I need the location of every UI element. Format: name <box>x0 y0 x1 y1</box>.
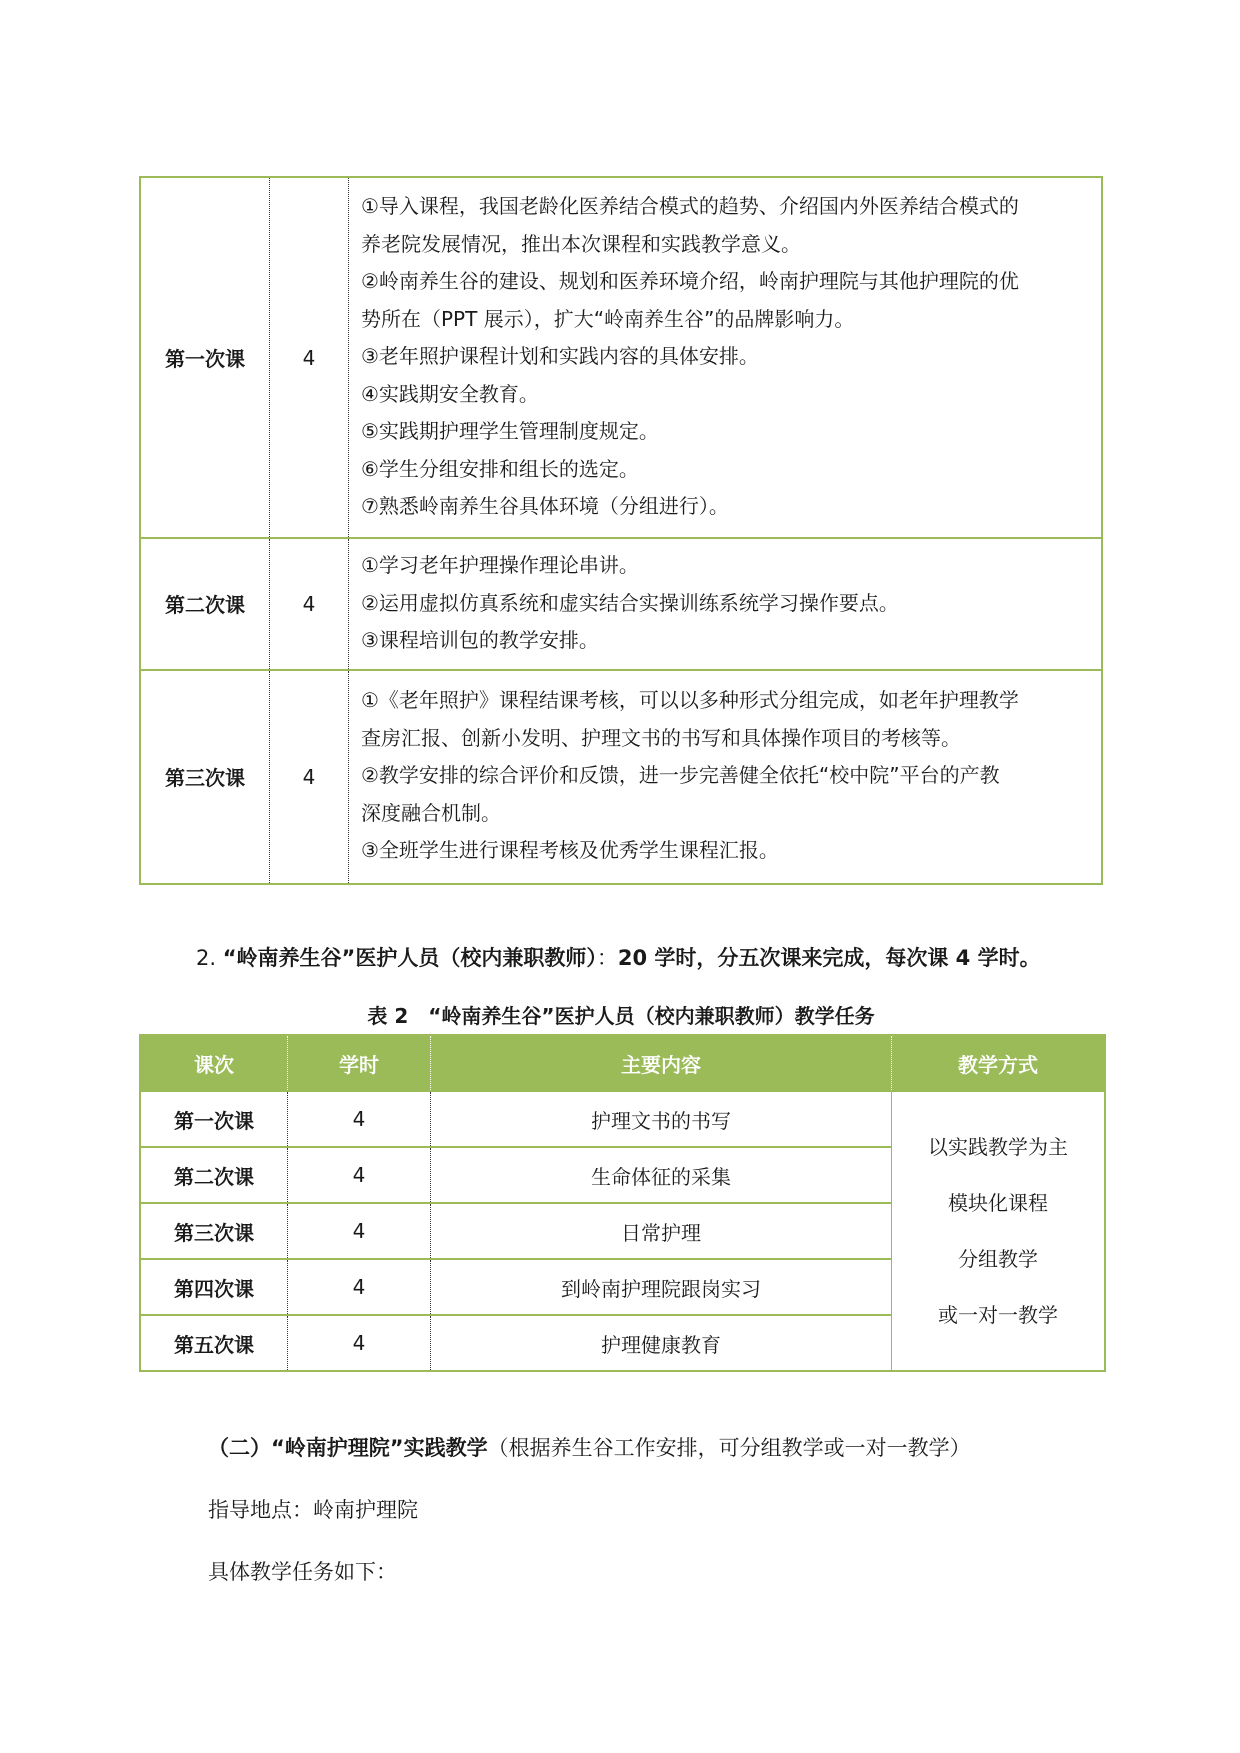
table-row <box>140 177 1102 538</box>
lesson-cell: 第五次课 <box>140 1315 288 1371</box>
teaching-method-cell <box>892 1091 1106 1371</box>
content-line: ①《老年照护》课程结课考核，可以以多种形式分组完成，如老年护理教学 <box>361 688 1019 713</box>
hours-cell: 4 <box>288 1147 431 1203</box>
hours-cell: 4 <box>288 1203 431 1259</box>
lesson-cell: 第三次课 <box>140 1203 288 1259</box>
content-cell: 护理健康教育 <box>431 1315 892 1371</box>
column-header: 课次 <box>140 1035 288 1091</box>
content-line: ①导入课程，我国老龄化医养结合模式的趋势、介绍国内外医养结合模式的 <box>361 194 1019 219</box>
method-line: 或一对一教学 <box>938 1303 1058 1327</box>
content-cell: 到岭南护理院跟岗实习 <box>431 1259 892 1315</box>
method-line: 分组教学 <box>958 1247 1038 1271</box>
content-line: ⑤实践期护理学生管理制度规定。 <box>361 419 659 444</box>
table-row <box>140 538 1102 670</box>
tasks-intro-line: 具体教学任务如下： <box>208 1560 397 1584</box>
content-cell <box>349 538 1103 670</box>
paragraph-bold-hours: 20 学时，分五次课来完成，每次课 4 学时。 <box>617 946 1041 970</box>
content-line: ④实践期安全教育。 <box>361 381 539 406</box>
table-row <box>140 670 1102 884</box>
hours-cell: 4 <box>270 538 349 670</box>
method-line: 模块化课程 <box>948 1191 1048 1215</box>
lesson-cell: 第三次课 <box>140 670 270 884</box>
method-line: 以实践教学为主 <box>928 1135 1068 1159</box>
content-cell <box>349 670 1103 884</box>
location-line: 指导地点：岭南护理院 <box>208 1498 418 1522</box>
content-line: ②教学安排的综合评价和反馈，进一步完善健全依托“校中院”平台的产教 <box>361 763 1000 788</box>
item-number: 2. <box>196 946 223 970</box>
table-row <box>140 1091 1105 1147</box>
paragraph-colon: ： <box>596 946 618 970</box>
section-paragraph <box>196 942 1041 972</box>
content-line: ③老年照护课程计划和实践内容的具体安排。 <box>361 344 759 369</box>
hours-cell: 4 <box>288 1091 431 1147</box>
content-line: ③课程培训包的教学安排。 <box>361 628 599 652</box>
content-cell <box>349 177 1103 538</box>
hours-cell: 4 <box>288 1315 431 1371</box>
table-caption: 表 2 “岭南养生谷”医护人员（校内兼职教师）教学任务 <box>367 1004 875 1028</box>
lesson-cell: 第一次课 <box>140 1091 288 1147</box>
content-line: 查房汇报、创新小发明、护理文书的书写和具体操作项目的考核等。 <box>361 725 961 750</box>
section-heading-note: （根据养生谷工作安排，可分组教学或一对一教学） <box>487 1436 971 1460</box>
content-line: ③全班学生进行课程考核及优秀学生课程汇报。 <box>361 838 779 863</box>
content-cell: 日常护理 <box>431 1203 892 1259</box>
lesson-cell: 第一次课 <box>140 177 270 538</box>
content-line: ①学习老年护理操作理论串讲。 <box>361 553 639 577</box>
column-header: 学时 <box>288 1035 431 1091</box>
paragraph-bold-title: “岭南养生谷”医护人员（校内兼职教师） <box>222 946 597 970</box>
table-header-row <box>140 1035 1105 1091</box>
section-heading-bold: （二）“岭南护理院”实践教学 <box>208 1436 488 1460</box>
lesson-plan-table-2 <box>139 1034 1106 1372</box>
content-cell: 生命体征的采集 <box>431 1147 892 1203</box>
content-line: ②岭南养生谷的建设、规划和医养环境介绍，岭南护理院与其他护理院的优 <box>361 269 1019 294</box>
column-header: 主要内容 <box>431 1035 892 1091</box>
content-line: ⑥学生分组安排和组长的选定。 <box>361 456 639 481</box>
content-line: ⑦熟悉岭南养生谷具体环境（分组进行）。 <box>361 494 729 519</box>
column-header: 教学方式 <box>892 1035 1106 1091</box>
content-line: 势所在（PPT 展示），扩大“岭南养生谷”的品牌影响力。 <box>361 306 855 331</box>
content-cell: 护理文书的书写 <box>431 1091 892 1147</box>
hours-cell: 4 <box>288 1259 431 1315</box>
content-line: 养老院发展情况，推出本次课程和实践教学意义。 <box>361 231 801 256</box>
hours-cell: 4 <box>270 670 349 884</box>
content-line: ②运用虚拟仿真系统和虚实结合实操训练系统学习操作要点。 <box>361 590 899 615</box>
lesson-cell: 第四次课 <box>140 1259 288 1315</box>
lesson-cell: 第二次课 <box>140 538 270 670</box>
hours-cell: 4 <box>270 177 349 538</box>
lesson-cell: 第二次课 <box>140 1147 288 1203</box>
content-line: 深度融合机制。 <box>361 800 501 825</box>
section-heading <box>208 1432 971 1462</box>
lesson-plan-table-1 <box>139 176 1103 885</box>
